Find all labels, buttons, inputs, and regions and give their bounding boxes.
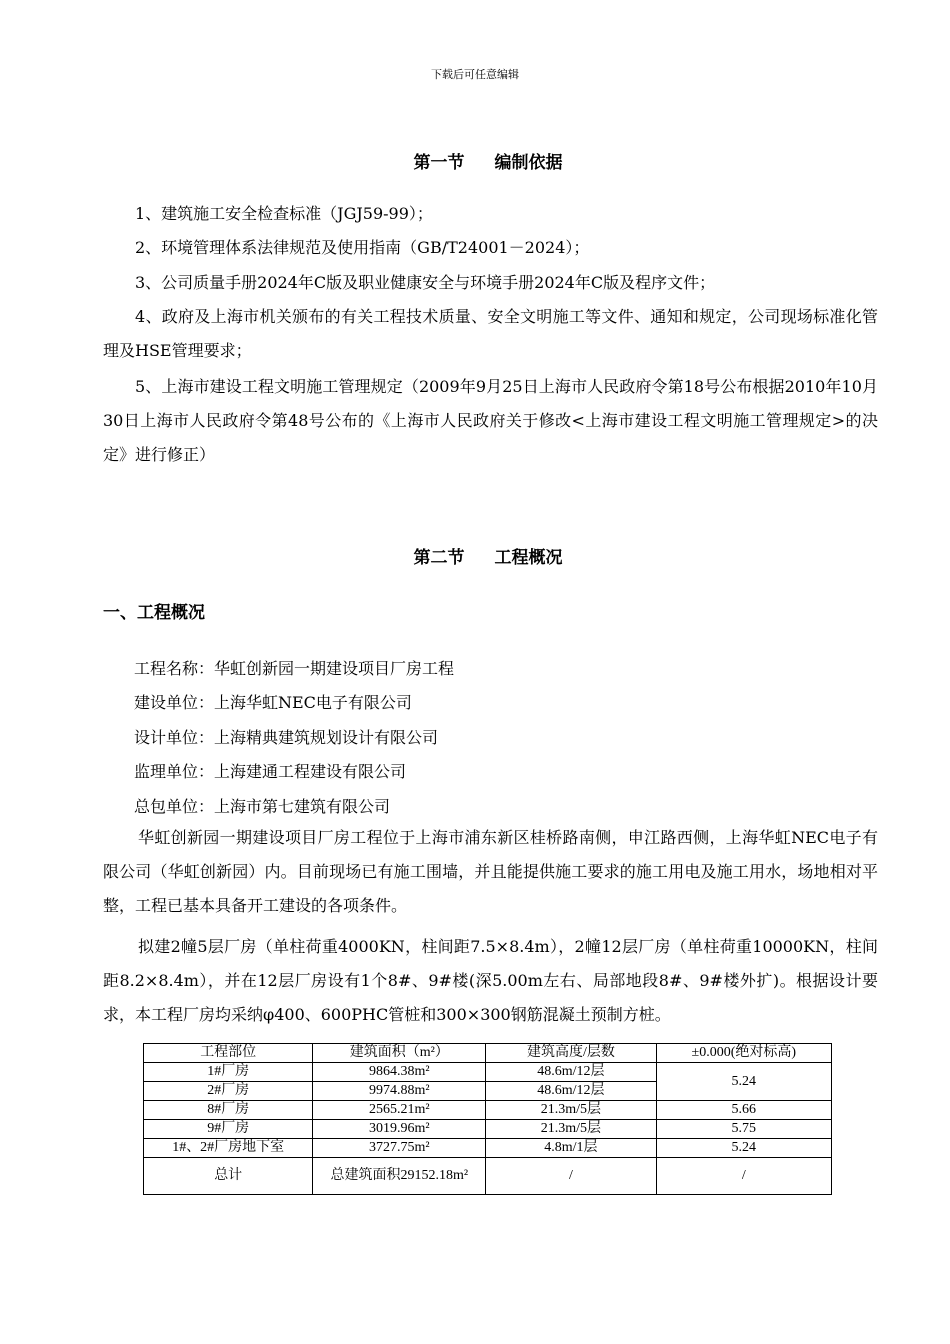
table-cell: 5.24 xyxy=(656,1139,831,1158)
table-cell: 21.3m/5层 xyxy=(486,1101,656,1120)
table-cell: 1#厂房 xyxy=(144,1063,313,1082)
subheading-project-overview: 一、工程概况 xyxy=(103,603,205,623)
info-supervisor: 监理单位：上海建通工程建设有限公司 xyxy=(134,762,407,781)
info-designer: 设计单位：上海精典建筑规划设计有限公司 xyxy=(134,728,439,747)
table-cell: / xyxy=(656,1158,831,1195)
table-cell: 48.6m/12层 xyxy=(486,1082,656,1101)
table-cell: 8#厂房 xyxy=(144,1101,313,1120)
section1-title-text: 编制依据 xyxy=(494,153,563,173)
info-contractor: 总包单位：上海市第七建筑有限公司 xyxy=(134,797,391,816)
table-cell: 5.75 xyxy=(656,1120,831,1139)
table-cell: 1#、2#厂房地下室 xyxy=(144,1139,313,1158)
section2-title-text: 工程概况 xyxy=(494,548,563,568)
table-header-row xyxy=(144,1044,832,1063)
section2-title xyxy=(0,543,950,568)
header-cell: ±0.000(绝对标高) xyxy=(656,1044,831,1063)
basis-item-1: 1、建筑施工安全检查标准（JGJ59-99）； xyxy=(135,204,433,223)
table-row xyxy=(144,1063,832,1082)
project-location-paragraph: 华虹创新园一期建设项目厂房工程位于上海市浦东新区桂桥路南侧，申江路西侧，上海华虹NEC电子有限公司（华虹创新园）内。目前现场已有施工围墙，并且能提供施工要求的施工用电及施工用水，场地相对平整，工程已基本具备开工建设的各项条件。 xyxy=(103,828,878,915)
page-header: 下载后可任意编辑 xyxy=(431,68,519,81)
table-row xyxy=(144,1139,832,1158)
section1-title-number: 第一节 xyxy=(413,153,465,173)
table-cell: 2565.21m² xyxy=(313,1101,486,1120)
table-cell: 3019.96m² xyxy=(313,1120,486,1139)
header-cell: 建筑面积（m²） xyxy=(313,1044,486,1063)
basis-item-4: 4、政府及上海市机关颁布的有关工程技术质量、安全文明施工等文件、通知和规定，公司现场标准化管理及HSE管理要求； xyxy=(103,307,878,360)
table-row xyxy=(144,1120,832,1139)
table-cell: 48.6m/12层 xyxy=(486,1063,656,1082)
table-cell: 4.8m/1层 xyxy=(486,1139,656,1158)
table-cell: 2#厂房 xyxy=(144,1082,313,1101)
project-table xyxy=(143,1043,832,1195)
project-scope-paragraph: 拟建2幢5层厂房（单柱荷重4000KN，柱间距7.5×8.4m），2幢12层厂房（单柱荷重10000KN，柱间距8.2×8.4m），并在12层厂房设有1个8#、9#楼(深5.00m左右、局部地段8#、9#楼外扩)。根据设计要求，本工程厂房均采纳φ400、600PHC管桩和300×300钢筋混凝土预制方桩。 xyxy=(103,937,878,1024)
table-cell: 9#厂房 xyxy=(144,1120,313,1139)
info-project-name: 工程名称：华虹创新园一期建设项目厂房工程 xyxy=(134,659,455,678)
header-cell: 建筑高度/层数 xyxy=(486,1044,656,1063)
table-cell: 9864.38m² xyxy=(313,1063,486,1082)
section2-title-number: 第二节 xyxy=(413,548,465,568)
table-cell: 3727.75m² xyxy=(313,1139,486,1158)
section1-title xyxy=(0,148,950,173)
basis-item-2: 2、环境管理体系法律规范及使用指南（GB/T24001－2024）； xyxy=(135,238,590,257)
table-cell: 总计 xyxy=(144,1158,313,1195)
header-cell: 工程部位 xyxy=(144,1044,313,1063)
table-total-row xyxy=(144,1158,832,1195)
table-cell: 21.3m/5层 xyxy=(486,1120,656,1139)
table-cell: 5.24 xyxy=(656,1063,831,1101)
table-cell: 9974.88m² xyxy=(313,1082,486,1101)
basis-item-3: 3、公司质量手册2024年C版及职业健康安全与环境手册2024年C版及程序文件； xyxy=(135,273,716,292)
table-cell: 总建筑面积29152.18m² xyxy=(313,1158,486,1195)
table-cell: / xyxy=(486,1158,656,1195)
table-row xyxy=(144,1101,832,1120)
basis-item-5: 5、上海市建设工程文明施工管理规定（2009年9月25日上海市人民政府令第18号公布根据2010年10月30日上海市人民政府令第48号公布的《上海市人民政府关于修改<上海市建设工程文明施工管理规定>的决定》进行修正） xyxy=(103,377,878,464)
info-owner: 建设单位：上海华虹NEC电子有限公司 xyxy=(134,693,412,712)
table-cell: 5.66 xyxy=(656,1101,831,1120)
